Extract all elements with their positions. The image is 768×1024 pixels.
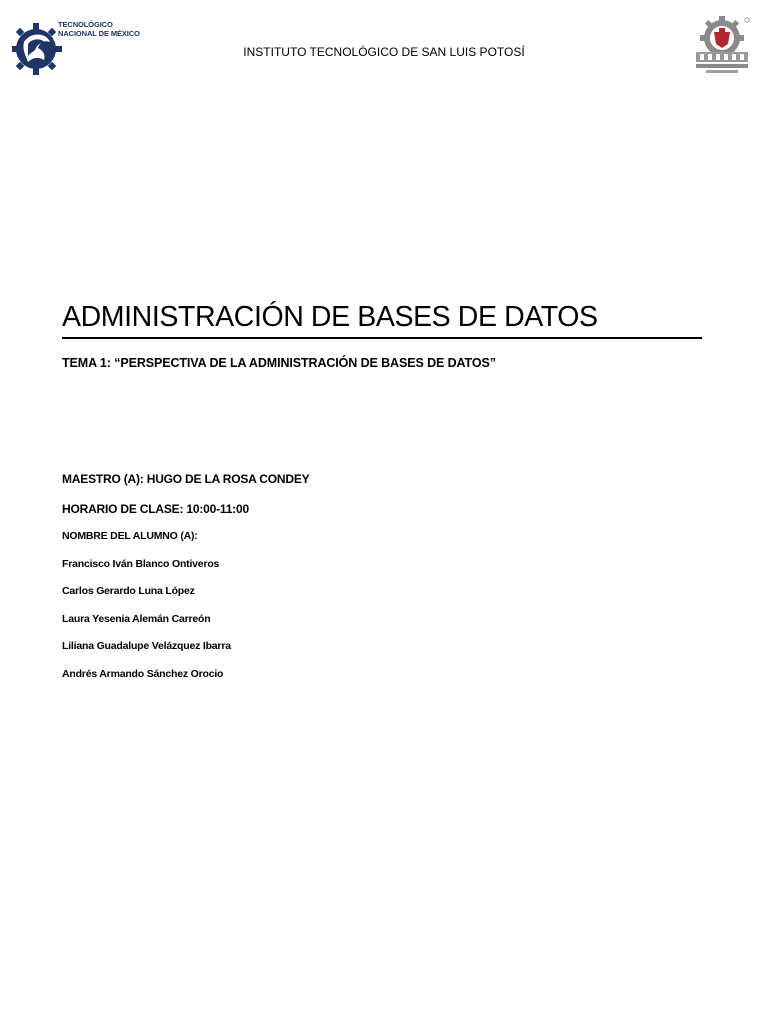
institute-name: INSTITUTO TECNOLÓGICO DE SAN LUIS POTOSÍ [243,45,525,59]
student-name: Francisco Iván Blanco Ontiveros [62,558,220,570]
teacher-line: MAESTRO (A): HUGO DE LA ROSA CONDEY [62,472,310,486]
student-name: Liliana Guadalupe Velázquez Ibarra [62,640,231,652]
students-label: NOMBRE DEL ALUMNO (A): [62,530,198,542]
itslp-logo [692,16,752,78]
document-topic: TEMA 1: “PERSPECTIVA DE LA ADMINISTRACIÓN DE BASES DE DATOS” [62,356,496,370]
schedule-line: HORARIO DE CLASE: 10:00-11:00 [62,502,249,516]
document-title: ADMINISTRACIÓN DE BASES DE DATOS [62,298,702,339]
tecnm-logo-text [58,20,140,38]
student-name: Carlos Gerardo Luna López [62,585,195,597]
student-name: Andrés Armando Sánchez Orocio [62,668,224,680]
tecnm-logo-text-line2: NACIONAL DE MÉXICO [58,29,140,38]
student-name: Laura Yesenia Alemán Carreón [62,613,211,625]
tecnm-logo-text-line1: TECNOLÓGICO [58,20,113,29]
